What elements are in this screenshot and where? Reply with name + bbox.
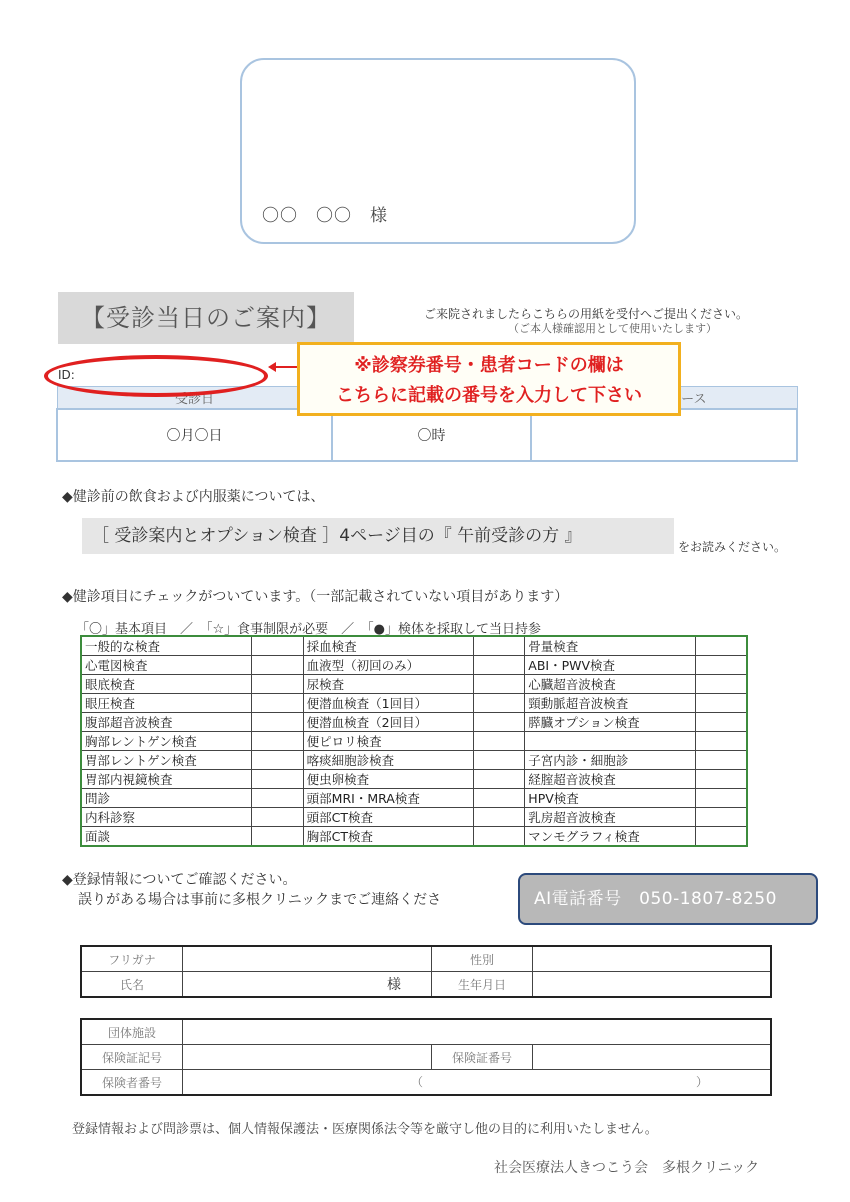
exam-item-check: [252, 732, 303, 751]
exam-item-name: 眼圧検査: [81, 694, 252, 713]
exam-item-check: [252, 827, 303, 847]
clinic-footer: 社会医療法人きつこう会 多根クリニック: [494, 1160, 760, 1176]
meal-section-heading: ◆健診前の飲食および内服薬については、: [62, 489, 325, 505]
exam-item-check: [473, 751, 524, 770]
exam-item-name: 便虫卵検査: [303, 770, 473, 789]
reception-header-course: ース: [531, 387, 797, 410]
exam-item-check: [473, 656, 524, 675]
exam-item-name: 面談: [81, 827, 252, 847]
exam-item-check: [473, 770, 524, 789]
option-reference-suffix: をお読みください。: [678, 540, 787, 554]
birthdate-label: 生年月日: [432, 972, 533, 998]
birthdate-value: [533, 972, 772, 998]
reception-header-date: 受診日: [57, 387, 332, 410]
exam-item-name: 眼底検査: [81, 675, 252, 694]
exam-items-row: [81, 656, 747, 675]
exam-item-check: [695, 675, 747, 694]
registration-contact-note: 誤りがある場合は事前に多根クリニックまでご連絡くださ: [78, 892, 442, 908]
name-value: 様: [183, 972, 432, 998]
exam-item-name: 腹部超音波検査: [81, 713, 252, 732]
name-label: 氏名: [81, 972, 183, 998]
exam-items-row: [81, 751, 747, 770]
exam-item-check: [252, 713, 303, 732]
exam-item-check: [252, 789, 303, 808]
gender-label: 性別: [432, 946, 533, 972]
registration-heading: ◆登録情報についてご確認ください。: [62, 872, 297, 888]
page-title: 【受診当日のご案内】: [58, 292, 354, 344]
exam-item-check: [473, 694, 524, 713]
callout-line-2: こちらに記載の番号を入力して下さい: [336, 385, 642, 406]
exam-item-name: 問診: [81, 789, 252, 808]
items-section-heading: ◆健診項目にチェックがついています。（一部記載されていない項目があります）: [62, 589, 569, 605]
exam-item-check: [252, 694, 303, 713]
insurer-number-label: 保険者番号: [81, 1070, 183, 1096]
reception-time: 〇時: [332, 409, 531, 461]
exam-items-row: [81, 808, 747, 827]
exam-item-check: [473, 713, 524, 732]
exam-item-name: 便潜血検査（1回目）: [303, 694, 473, 713]
exam-item-name: [525, 732, 695, 751]
exam-item-check: [252, 751, 303, 770]
exam-item-check: [695, 789, 747, 808]
exam-item-check: [473, 827, 524, 847]
exam-item-name: 心電図検査: [81, 656, 252, 675]
group-value: [183, 1019, 772, 1045]
insurance-number-value: [533, 1045, 772, 1070]
exam-items-row: [81, 827, 747, 847]
identity-notice: （ご本人様確認用として使用いたします）: [508, 322, 717, 335]
insurance-table: [80, 1018, 772, 1096]
exam-item-name: 血液型（初回のみ）: [303, 656, 473, 675]
exam-items-row: [81, 675, 747, 694]
furigana-value: [183, 946, 432, 972]
exam-item-name: 尿検査: [303, 675, 473, 694]
exam-item-check: [695, 751, 747, 770]
exam-item-check: [473, 636, 524, 656]
exam-item-check: [695, 770, 747, 789]
exam-item-check: [695, 827, 747, 847]
exam-item-name: ABI・PWV検査: [525, 656, 695, 675]
exam-item-check: [473, 789, 524, 808]
exam-item-name: 頭部MRI・MRA検査: [303, 789, 473, 808]
exam-item-name: 頸動脈超音波検査: [525, 694, 695, 713]
exam-item-name: 一般的な検査: [81, 636, 252, 656]
exam-item-name: 喀痰細胞診検査: [303, 751, 473, 770]
paren-open: （: [411, 1075, 424, 1089]
exam-item-name: 便ピロリ検査: [303, 732, 473, 751]
exam-item-check: [695, 656, 747, 675]
callout-line-1: ※診察券番号・患者コードの欄は: [354, 355, 624, 376]
id-highlight-ellipse: [44, 355, 268, 397]
ai-phone-badge: AI電話番号 050-1807-8250: [518, 873, 818, 925]
exam-item-name: 膵臓オプション検査: [525, 713, 695, 732]
insurer-number-value: [183, 1070, 772, 1096]
exam-items-row: [81, 770, 747, 789]
reception-date: 〇月〇日: [57, 409, 332, 461]
insurance-number-label: 保険証番号: [432, 1045, 533, 1070]
insurance-symbol-label: 保険証記号: [81, 1045, 183, 1070]
option-reference: ［ 受診案内とオプション検査 ］4ページ目の『 午前受診の方 』: [82, 518, 674, 554]
patient-name-box: [240, 58, 636, 244]
exam-item-check: [252, 675, 303, 694]
exam-item-name: 子宮内診・細胞診: [525, 751, 695, 770]
exam-items-row: [81, 732, 747, 751]
exam-item-check: [695, 636, 747, 656]
exam-item-name: 内科診察: [81, 808, 252, 827]
id-callout: [297, 342, 681, 416]
exam-item-check: [252, 808, 303, 827]
exam-item-check: [473, 675, 524, 694]
privacy-notice: 登録情報および問診票は、個人情報保護法・医療関係法令等を厳守し他の目的に利用いたしません。: [72, 1122, 658, 1137]
insurance-symbol-value: [183, 1045, 432, 1070]
exam-item-check: [252, 770, 303, 789]
exam-item-check: [695, 732, 747, 751]
reception-course: [531, 409, 797, 461]
exam-items-table: [80, 635, 748, 847]
paren-close: ）: [695, 1075, 708, 1089]
id-label: ID:: [58, 368, 75, 382]
patient-name: 〇〇 〇〇 様: [262, 206, 388, 226]
exam-item-name: 乳房超音波検査: [525, 808, 695, 827]
items-legend: 「〇」基本項目 ／ 「☆」食事制限が必要 ／ 「●」検体を採取して当日持参: [76, 622, 541, 637]
furigana-label: フリガナ: [81, 946, 183, 972]
callout-arrow-head-icon: [268, 362, 276, 372]
submit-notice: ご来院されましたらこちらの用紙を受付へご提出ください。: [424, 307, 749, 321]
exam-item-name: マンモグラフィ検査: [525, 827, 695, 847]
exam-item-check: [473, 732, 524, 751]
exam-items-row: [81, 636, 747, 656]
exam-item-name: 採血検査: [303, 636, 473, 656]
exam-item-name: 胸部CT検査: [303, 827, 473, 847]
exam-item-check: [695, 808, 747, 827]
exam-item-name: 経腟超音波検査: [525, 770, 695, 789]
exam-item-check: [695, 694, 747, 713]
exam-item-check: [695, 713, 747, 732]
registration-table: [80, 945, 772, 998]
exam-item-name: 胸部レントゲン検査: [81, 732, 252, 751]
exam-item-name: 便潜血検査（2回目）: [303, 713, 473, 732]
exam-item-name: 心臓超音波検査: [525, 675, 695, 694]
exam-items-row: [81, 694, 747, 713]
exam-item-name: 頭部CT検査: [303, 808, 473, 827]
exam-item-name: HPV検査: [525, 789, 695, 808]
exam-items-row: [81, 713, 747, 732]
exam-items-row: [81, 789, 747, 808]
exam-item-name: 胃部レントゲン検査: [81, 751, 252, 770]
exam-item-name: 骨量検査: [525, 636, 695, 656]
group-label: 団体施設: [81, 1019, 183, 1045]
gender-value: [533, 946, 772, 972]
exam-item-check: [252, 656, 303, 675]
exam-item-check: [252, 636, 303, 656]
exam-item-name: 胃部内視鏡検査: [81, 770, 252, 789]
exam-item-check: [473, 808, 524, 827]
